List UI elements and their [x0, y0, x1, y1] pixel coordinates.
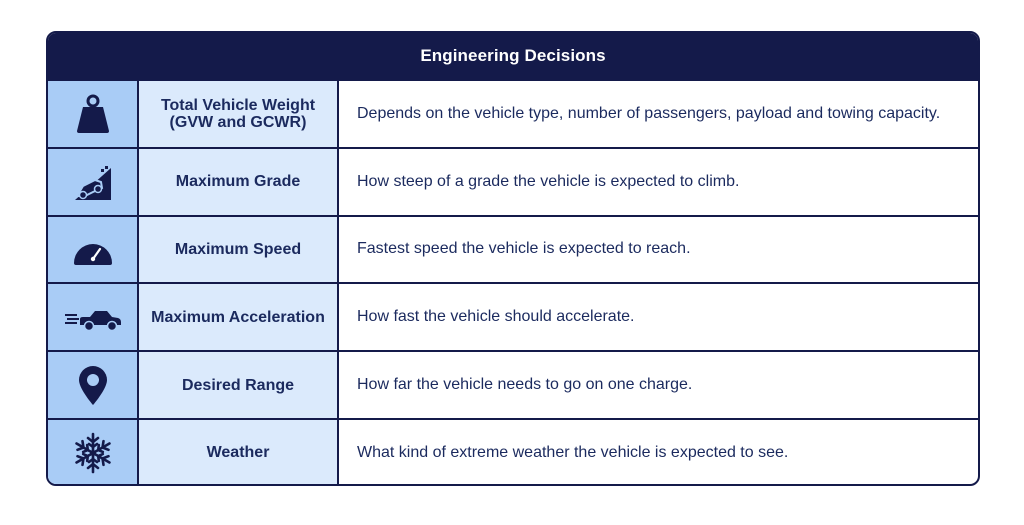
- row-description: How steep of a grade the vehicle is expected to climb.: [357, 172, 740, 190]
- row-label: Weather: [139, 420, 339, 486]
- row-label: Desired Range: [139, 352, 339, 418]
- table-row: [48, 418, 978, 486]
- engineering-decisions-table: [46, 31, 980, 486]
- table-row: [48, 215, 978, 283]
- grade-icon: [71, 160, 115, 204]
- speedometer-icon: [71, 227, 115, 271]
- snowflake-icon: [71, 431, 115, 475]
- row-description: Depends on the vehicle type, number of passengers, payload and towing capacity.: [357, 104, 941, 122]
- row-description: What kind of extreme weather the vehicle is expected to see.: [357, 443, 789, 461]
- row-label: Maximum Grade: [139, 149, 339, 215]
- row-label: Maximum Acceleration: [139, 284, 339, 350]
- table-row: [48, 79, 978, 147]
- row-label: Total Vehicle Weight (GVW and GCWR): [139, 81, 339, 147]
- table-row: [48, 350, 978, 418]
- row-description: How fast the vehicle should accelerate.: [357, 308, 635, 326]
- row-description: Fastest speed the vehicle is expected to reach.: [357, 240, 691, 258]
- table-header: [48, 33, 978, 79]
- accelerating-car-icon: [63, 295, 123, 339]
- row-description: How far the vehicle needs to go on one charge.: [357, 376, 693, 394]
- row-label: Maximum Speed: [139, 217, 339, 283]
- weight-icon: [71, 92, 115, 136]
- table-title: Engineering Decisions: [420, 46, 606, 65]
- table-row: [48, 147, 978, 215]
- location-pin-icon: [71, 363, 115, 407]
- table-row: [48, 282, 978, 350]
